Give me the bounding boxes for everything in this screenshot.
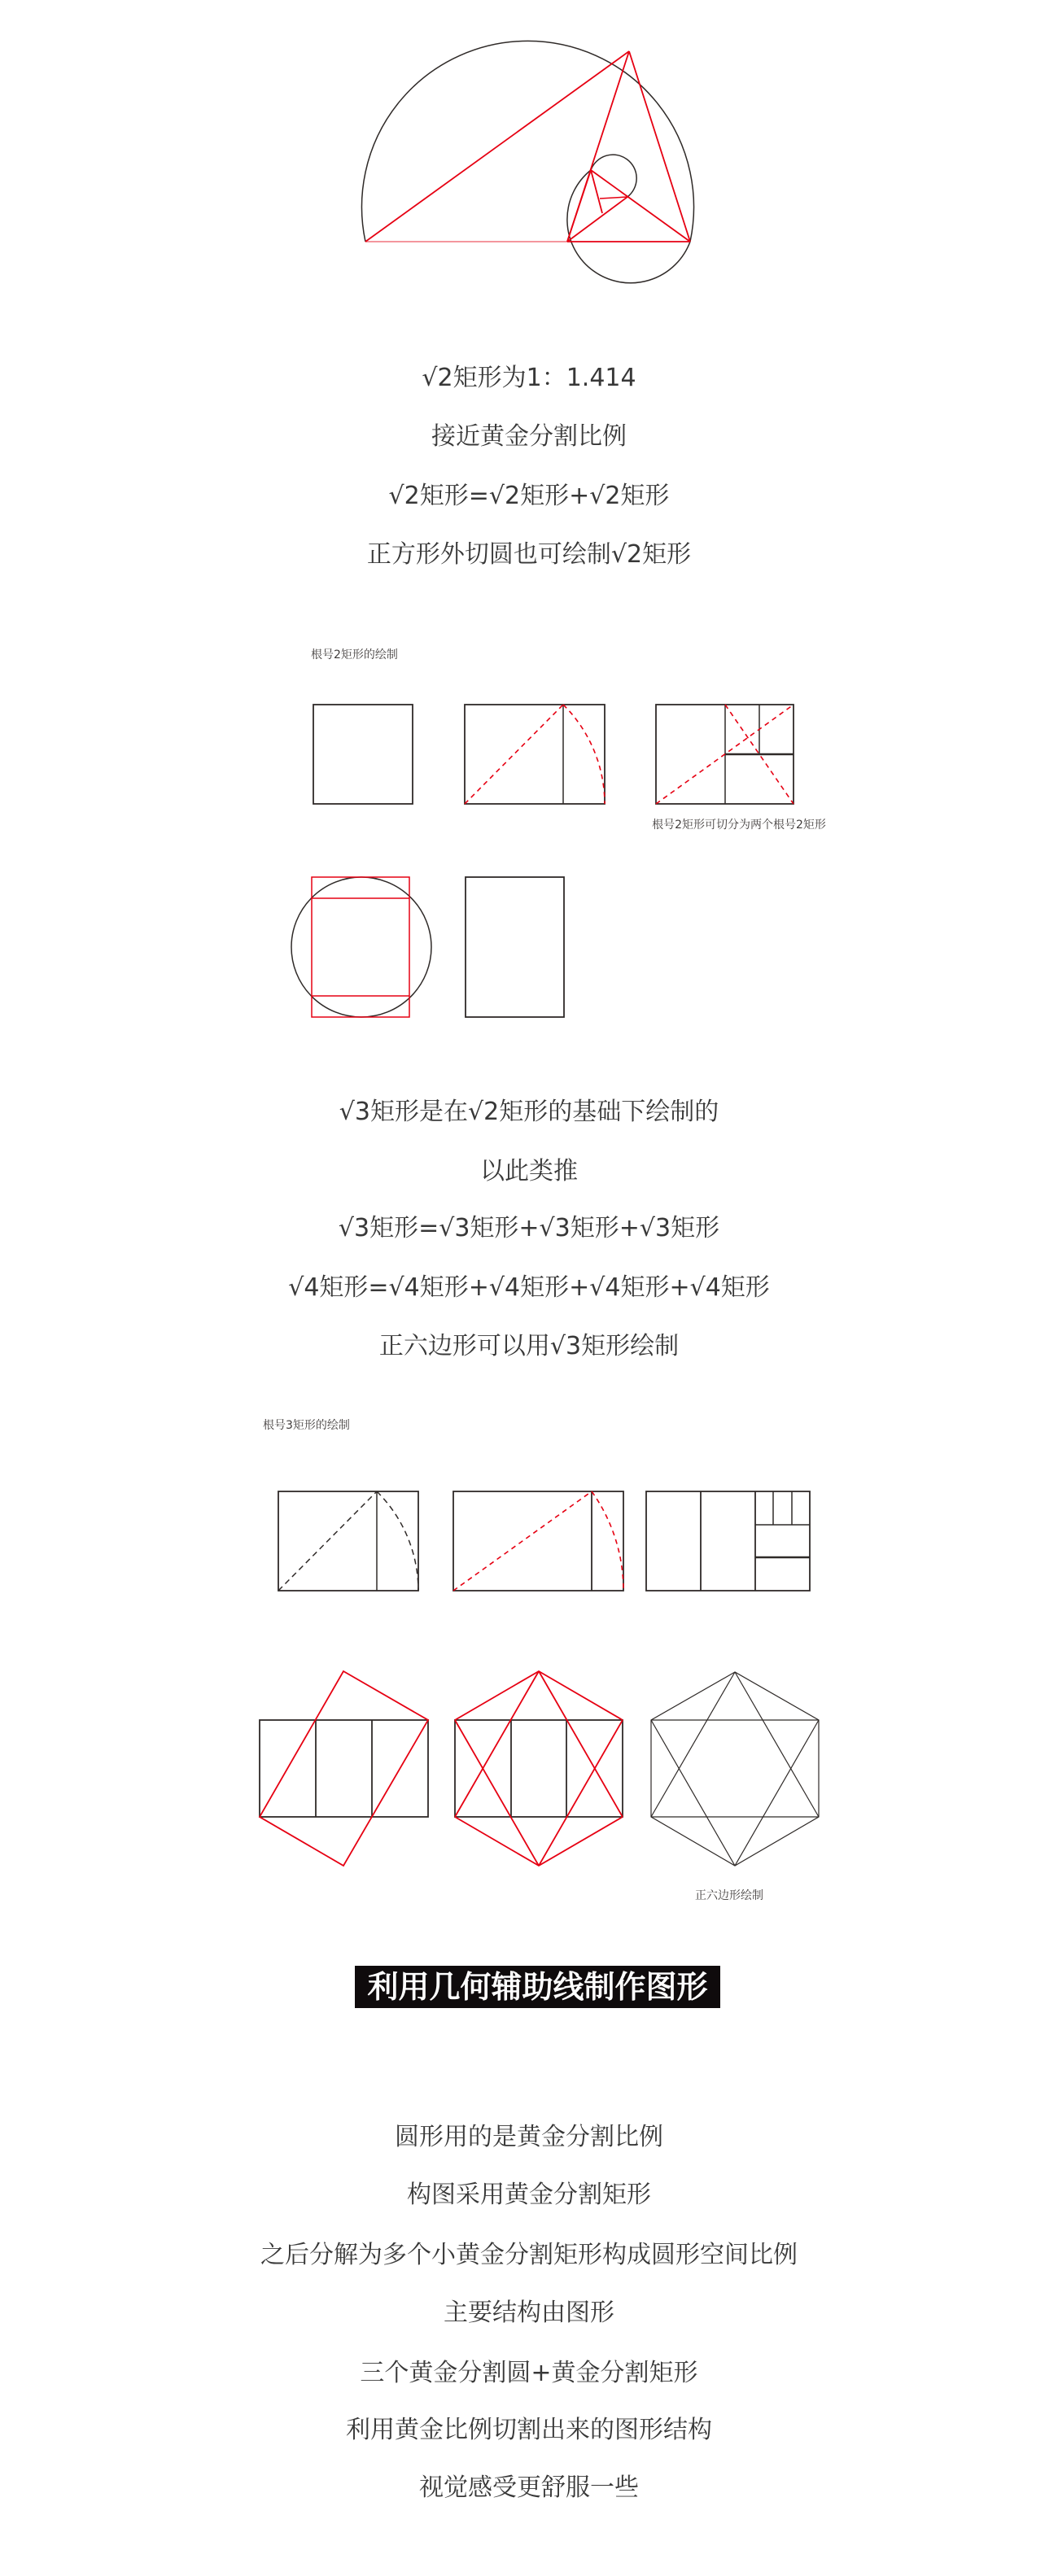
spiral-arc-large [361, 41, 693, 242]
hexagon-figure-caption: 正六边形绘制 [695, 1889, 763, 1902]
outro-line-1: 圆形用的是黄金分割比例 [395, 2123, 663, 2151]
sqrt2-diagonal-dashed [278, 1491, 377, 1591]
triangle-edge-1 [365, 51, 629, 242]
explain-line-2: 以此类推 [480, 1157, 578, 1185]
compass-arc-dashed [563, 705, 605, 804]
outro-line-6: 利用黄金比例切割出来的图形结构 [346, 2416, 712, 2444]
sqrt3-construction-figure [269, 1481, 822, 1603]
sqrt3-rectangle [453, 1491, 623, 1591]
triangle-edge-8 [600, 197, 627, 199]
tilted-rect-base [260, 1720, 428, 1817]
sqrt2-split-note: 根号2矩形可切分为两个根号2矩形 [652, 819, 826, 832]
sqrt2-base-rectangle [278, 1491, 418, 1591]
triangle-edge-2 [629, 51, 690, 242]
black-hexagon-outline [651, 1672, 819, 1866]
triangle-edge-6 [567, 197, 627, 242]
red-star-line-3 [455, 1720, 539, 1866]
red-hexagon-top-edges [455, 1671, 623, 1720]
sqrt2-compass-arc-dashed [377, 1491, 418, 1591]
explain-line-3: √3矩形=√3矩形+√3矩形+√3矩形 [338, 1214, 720, 1242]
hexagon-construction-figure [244, 1664, 830, 1875]
sqrt3-diagonal-dashed [453, 1491, 592, 1591]
outro-line-2: 构图采用黄金分割矩形 [407, 2181, 651, 2209]
intro-line-1: √2矩形为1：1.414 [422, 364, 636, 392]
red-hexagon-bottom-edges [455, 1817, 623, 1866]
explain-line-1: √3矩形是在√2矩形的基础下绘制的 [339, 1098, 719, 1126]
rotated-red-rectangle [260, 1671, 428, 1866]
outro-line-5: 三个黄金分割圆+黄金分割矩形 [360, 2359, 698, 2387]
hexagon-star-line-4 [735, 1720, 819, 1866]
hexagon-star-line-2 [735, 1672, 819, 1817]
golden-spiral-figure [309, 16, 732, 293]
hexagon-star-line-1 [651, 1672, 735, 1817]
sqrt3-split-rectangle [646, 1491, 810, 1591]
portrait-sqrt2-rectangle [466, 877, 564, 1017]
diagonal-dashed [465, 705, 563, 804]
explain-line-5: 正六边形可以用√3矩形绘制 [378, 1332, 680, 1360]
square [313, 705, 413, 804]
outro-line-4: 主要结构由图形 [444, 2299, 614, 2327]
outro-line-3: 之后分解为多个小黄金分割矩形构成圆形空间比例 [260, 2241, 798, 2269]
triangle-edge-5 [591, 170, 690, 242]
intro-line-3: √2矩形=√2矩形+√2矩形 [388, 482, 670, 510]
red-star-line-4 [539, 1720, 623, 1866]
star-rect-base [455, 1720, 623, 1817]
red-star-line-2 [539, 1671, 623, 1817]
sqrt3-compass-arc-dashed [592, 1491, 623, 1591]
intro-line-4: 正方形外切圆也可绘制√2矩形 [366, 540, 692, 569]
outro-line-7: 视觉感受更舒服一些 [419, 2473, 639, 2502]
intro-line-2: 接近黄金分割比例 [431, 422, 627, 451]
sqrt2-figure-caption: 根号2矩形的绘制 [311, 648, 398, 661]
circle-construction-figure [281, 867, 578, 1029]
hexagon-star-line-3 [651, 1720, 735, 1866]
triangle-edge-4 [567, 170, 591, 242]
sqrt3-figure-caption: 根号3矩形的绘制 [263, 1419, 350, 1432]
section-title-banner: 利用几何辅助线制作图形 [355, 1966, 720, 2008]
sqrt2-construction-figure [305, 696, 818, 814]
sqrt2-rectangle [465, 705, 605, 804]
red-star-line-1 [455, 1671, 539, 1817]
explain-line-4: √4矩形=√4矩形+√4矩形+√4矩形+√4矩形 [288, 1273, 770, 1302]
